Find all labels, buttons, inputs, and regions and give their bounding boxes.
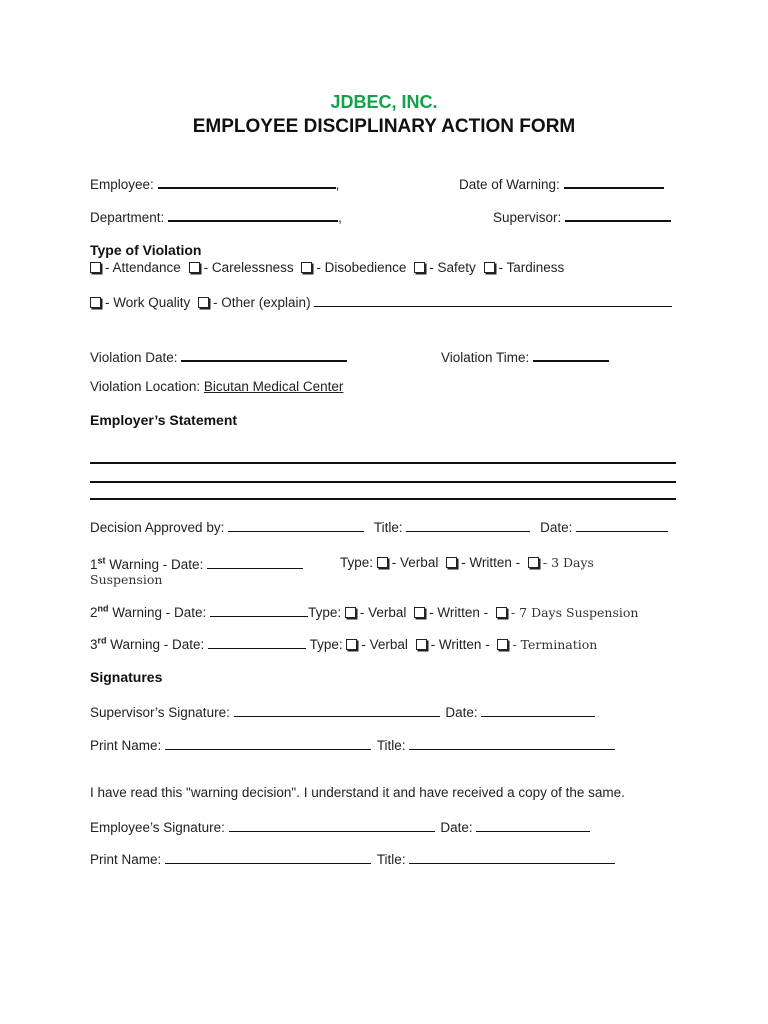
other-checkbox[interactable] [198, 297, 209, 308]
first-warning-row [90, 555, 303, 572]
first-suspension-checkbox[interactable] [528, 557, 539, 568]
other-explain-input[interactable] [314, 293, 672, 307]
decision-date-label: Date: [540, 520, 573, 535]
second-written-checkbox[interactable] [414, 607, 425, 618]
violation-location-value: Bicutan Medical Center [203, 379, 344, 394]
second-warning-label: Warning - Date: [108, 605, 207, 620]
supervisor-signature-date-input[interactable] [481, 703, 595, 717]
approved-by-input[interactable] [228, 518, 364, 532]
third-warning-number: 3 [90, 637, 98, 652]
statement-line-2[interactable] [90, 481, 676, 483]
violation-date-row [90, 347, 347, 365]
third-written-label: - Written - [430, 637, 490, 652]
decision-title-label: Title: [373, 520, 403, 535]
employee-signature-row [90, 818, 590, 835]
first-written-label: - Written - [461, 555, 521, 570]
first-warning-label: Warning - Date: [105, 557, 204, 572]
employee-print-name-row [90, 850, 615, 867]
supervisor-title-label: Title: [376, 738, 406, 753]
employee-title-input[interactable] [409, 850, 615, 864]
third-verbal-checkbox[interactable] [346, 639, 357, 650]
supervisor-print-name-row [90, 736, 615, 753]
decision-date-input[interactable] [576, 518, 668, 532]
department-comma: , [338, 210, 342, 225]
third-warning-row [90, 635, 597, 652]
second-warning-date-input[interactable] [210, 603, 308, 617]
supervisor-signature-row [90, 703, 595, 720]
third-warning-date-input[interactable] [208, 635, 306, 649]
second-warning-type-label: Type: [308, 605, 342, 620]
employee-field-row [90, 174, 339, 192]
acknowledgement-text: I have read this "warning decision". I understand it and have received a copy of the same. [90, 785, 625, 800]
employee-title-label: Title: [376, 852, 406, 867]
second-verbal-checkbox[interactable] [345, 607, 356, 618]
supervisor-input[interactable] [565, 207, 671, 222]
employee-comma: , [335, 177, 340, 192]
tardiness-checkbox[interactable] [484, 262, 495, 273]
second-warning-number: 2 [90, 605, 98, 620]
supervisor-signature-label: Supervisor’s Signature: [90, 705, 230, 720]
third-written-checkbox[interactable] [416, 639, 427, 650]
form-title: EMPLOYEE DISCIPLINARY ACTION FORM [192, 116, 576, 137]
violation-date-input[interactable] [181, 347, 347, 362]
statement-line-3[interactable] [90, 498, 676, 500]
department-field-row [90, 207, 342, 225]
third-termination-checkbox[interactable] [497, 639, 508, 650]
employee-print-name-label: Print Name: [90, 852, 162, 867]
first-suspension-label: - 3 Days [542, 555, 594, 570]
supervisor-print-name-input[interactable] [165, 736, 371, 750]
first-warning-number: 1 [90, 557, 98, 572]
statement-line-1[interactable] [90, 462, 676, 464]
violation-time-label: Violation Time: [441, 350, 530, 365]
first-warning-type-label: Type: [340, 555, 374, 570]
first-written-checkbox[interactable] [446, 557, 457, 568]
first-warning-type-row [340, 555, 594, 570]
department-label: Department: [90, 210, 165, 225]
first-warning-suffix: st [97, 555, 106, 566]
attendance-checkbox[interactable] [90, 262, 101, 273]
second-verbal-label: - Verbal [359, 605, 407, 620]
department-input[interactable] [168, 207, 338, 222]
employee-signature-date-input[interactable] [476, 818, 590, 832]
date-of-warning-row [459, 174, 664, 192]
first-verbal-label: - Verbal [391, 555, 439, 570]
supervisor-title-input[interactable] [409, 736, 615, 750]
first-suspension-label-cont: Suspension [90, 572, 163, 587]
third-warning-label: Warning - Date: [106, 637, 205, 652]
second-written-label: - Written - [429, 605, 489, 620]
third-warning-type-label: Type: [309, 637, 343, 652]
employee-label: Employee: [90, 177, 154, 192]
violation-location-label: Violation Location: [90, 379, 201, 394]
carelessness-checkbox[interactable] [189, 262, 200, 273]
first-verbal-checkbox[interactable] [377, 557, 388, 568]
employee-signature-input[interactable] [229, 818, 435, 832]
second-suspension-label: - 7 Days Suspension [510, 605, 639, 620]
violation-time-row [441, 347, 609, 365]
approved-by-label: Decision Approved by: [90, 520, 225, 535]
third-termination-label: - Termination [512, 637, 598, 652]
violation-options-row-1 [90, 260, 564, 275]
second-suspension-checkbox[interactable] [496, 607, 507, 618]
supervisor-signature-input[interactable] [234, 703, 440, 717]
employee-print-name-input[interactable] [165, 850, 371, 864]
third-verbal-label: - Verbal [361, 637, 408, 652]
date-of-warning-input[interactable] [564, 174, 664, 189]
violation-location-row [90, 379, 343, 394]
violation-date-label: Violation Date: [90, 350, 178, 365]
safety-label: - Safety [429, 260, 476, 275]
other-label: - Other (explain) [213, 295, 311, 310]
violation-time-input[interactable] [533, 347, 609, 362]
disobedience-checkbox[interactable] [301, 262, 312, 273]
supervisor-field-row [493, 207, 671, 225]
safety-checkbox[interactable] [414, 262, 425, 273]
second-warning-row [90, 603, 638, 620]
company-name: JDBEC, INC. [330, 92, 438, 112]
violation-heading: Type of Violation [90, 242, 202, 258]
date-of-warning-label: Date of Warning: [459, 177, 560, 192]
disobedience-label: - Disobedience [316, 260, 407, 275]
decision-row [90, 518, 668, 535]
tardiness-label: - Tardiness [498, 260, 565, 275]
decision-title-input[interactable] [406, 518, 530, 532]
employee-input[interactable] [158, 174, 336, 189]
work-quality-checkbox[interactable] [90, 297, 101, 308]
signatures-heading: Signatures [90, 669, 163, 685]
carelessness-label: - Carelessness [203, 260, 294, 275]
employee-signature-date-label: Date: [440, 820, 473, 835]
attendance-label: - Attendance [105, 260, 181, 275]
supervisor-label: Supervisor: [493, 210, 562, 225]
employer-statement-heading: Employer’s Statement [90, 412, 238, 428]
supervisor-signature-date-label: Date: [445, 705, 478, 720]
supervisor-print-name-label: Print Name: [90, 738, 162, 753]
work-quality-label: - Work Quality [105, 295, 191, 310]
violation-options-row-2 [90, 293, 672, 310]
employee-signature-label: Employee’s Signature: [90, 820, 225, 835]
second-warning-suffix: nd [97, 603, 109, 614]
third-warning-suffix: rd [97, 635, 107, 646]
first-warning-date-input[interactable] [207, 555, 303, 569]
